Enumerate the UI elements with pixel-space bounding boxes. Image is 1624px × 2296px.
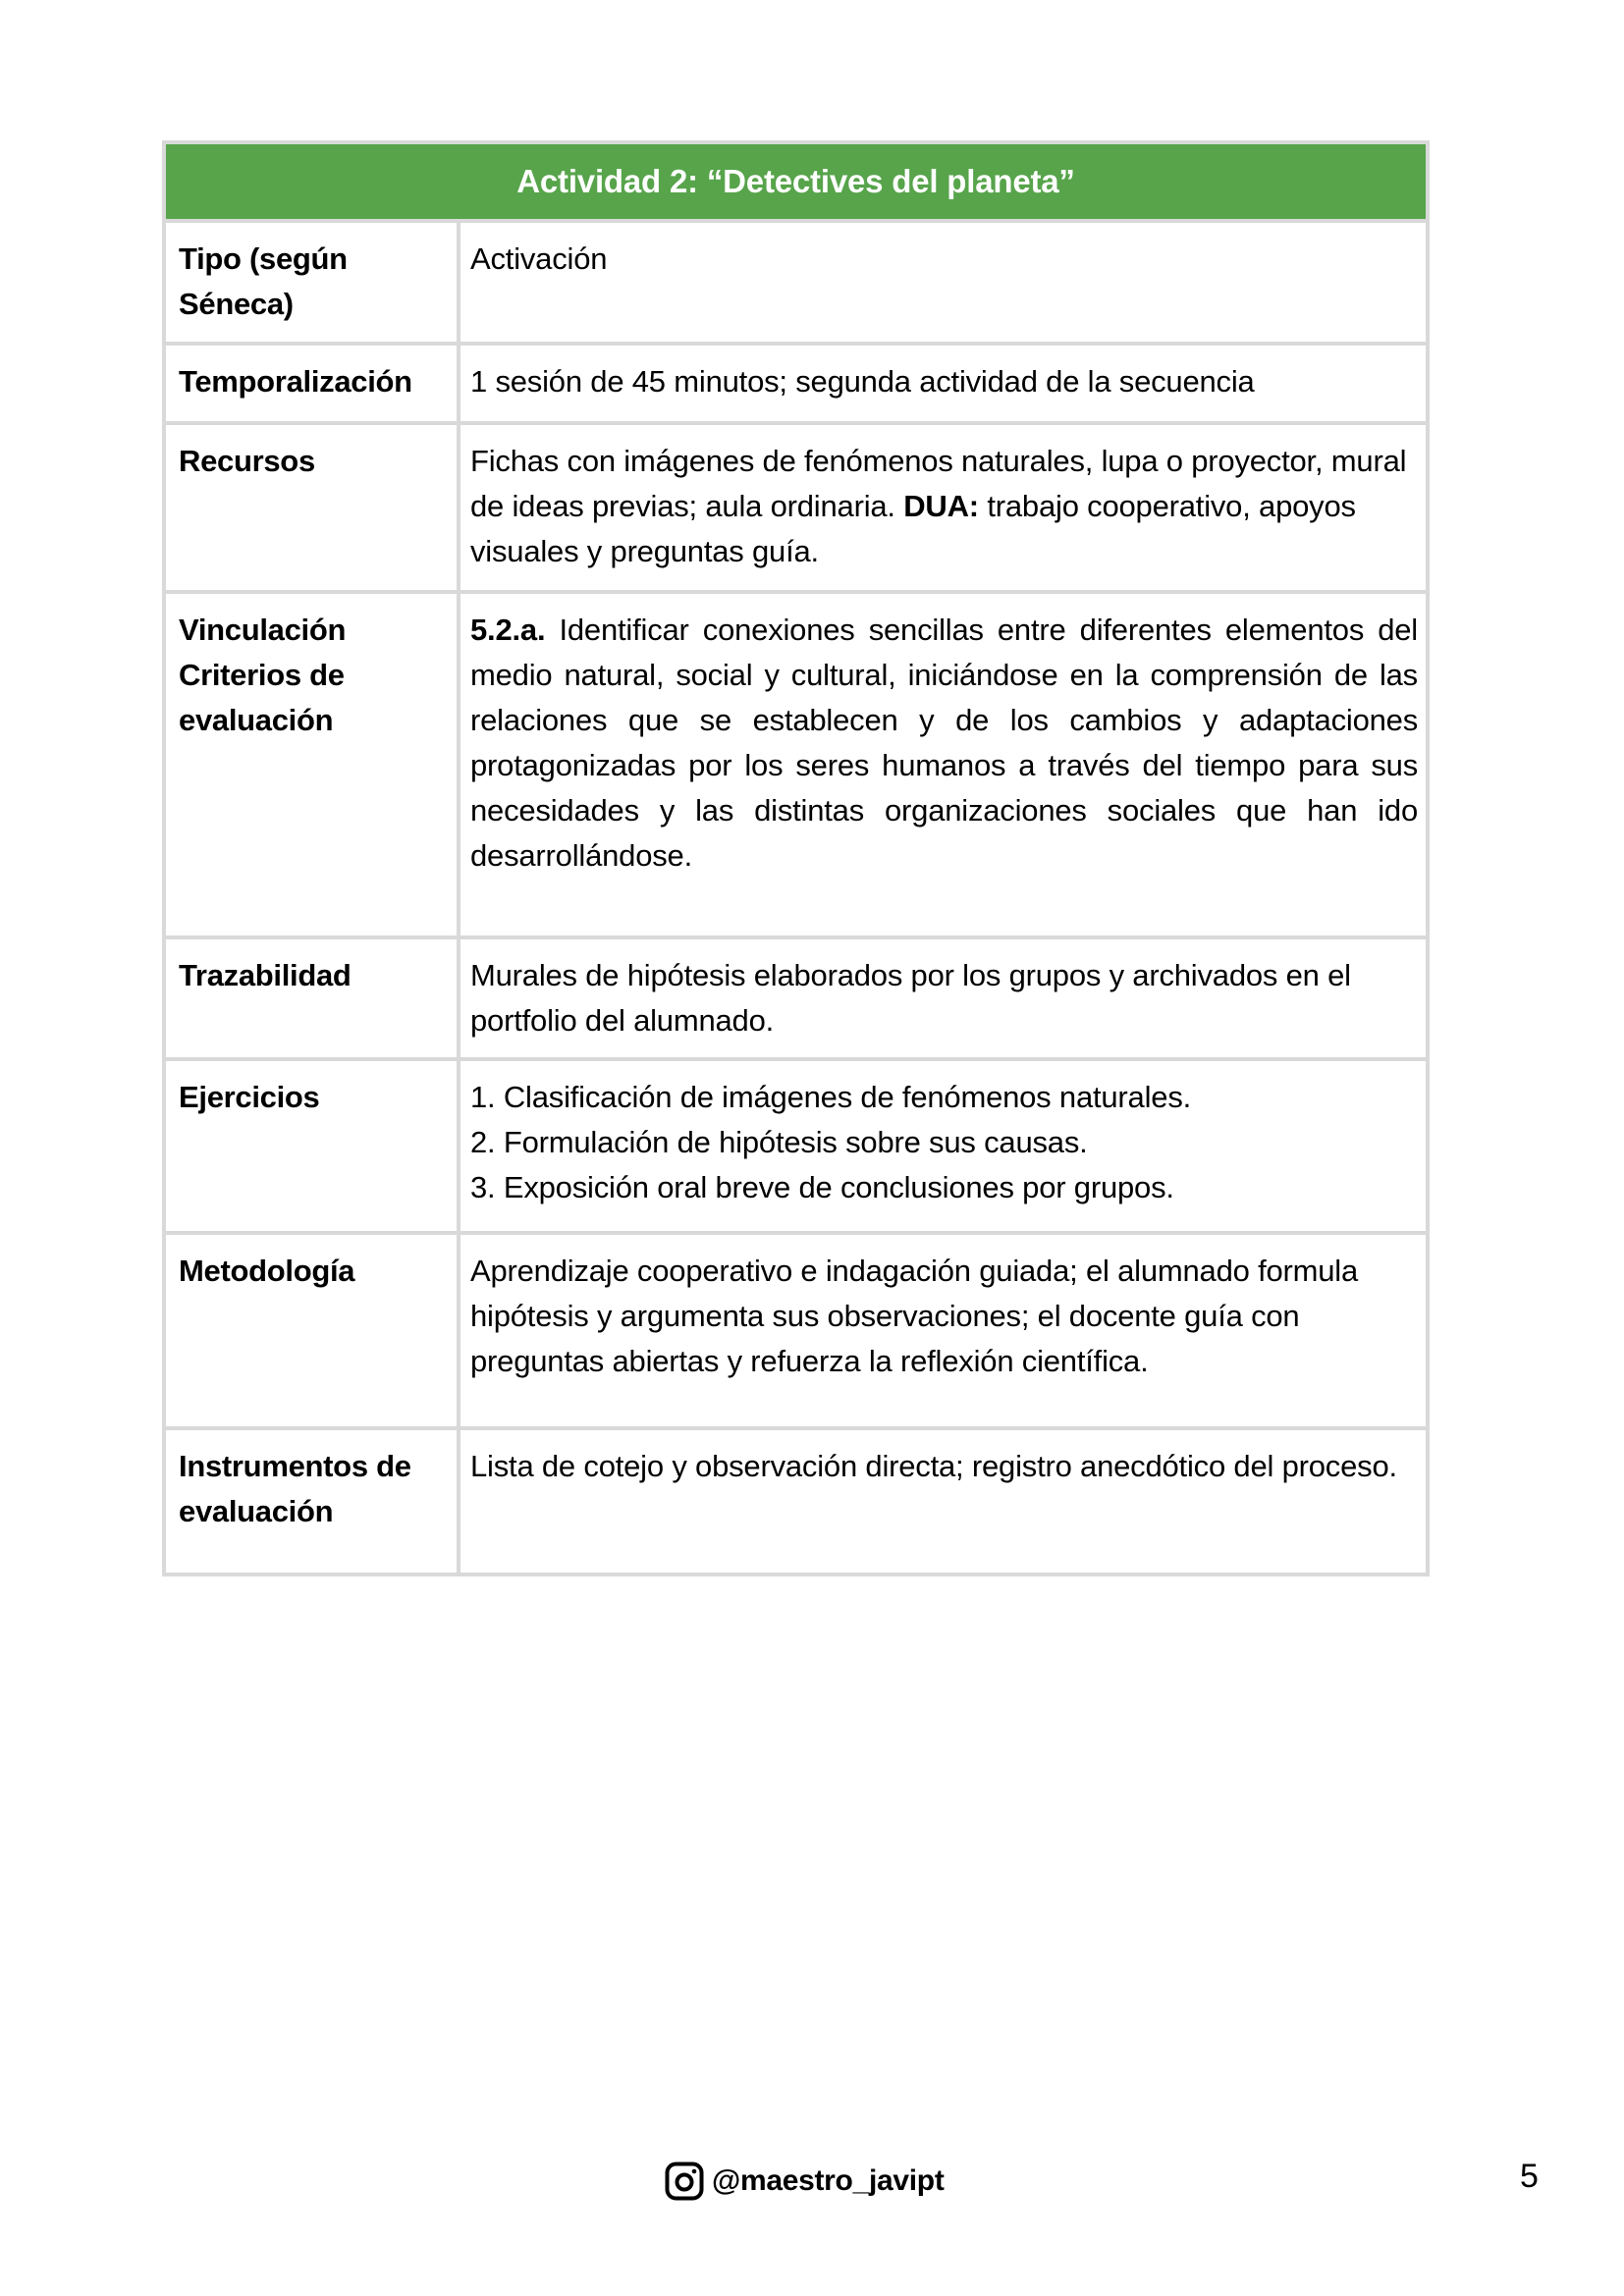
- table-row-trazabilidad: [166, 939, 1426, 1061]
- page-number: 5: [1520, 2158, 1539, 2195]
- row-label: Metodología: [166, 1235, 460, 1426]
- row-value: [460, 425, 1426, 590]
- table-row-tipo: [166, 223, 1426, 346]
- footer-social-handle: [665, 2160, 945, 2203]
- row-value: Aprendizaje cooperativo e indagación guiada; el alumnado formula hipótesis y argumenta sus observaciones; el docente guía con preguntas abiertas y refuerza la reflexión científica.: [470, 1254, 1359, 1378]
- row-label: Temporalización: [166, 346, 460, 421]
- row-value: Murales de hipótesis elaborados por los grupos y archivados en el portfolio del alumnado.: [470, 958, 1351, 1038]
- dua-label: DUA:: [903, 489, 979, 523]
- table-row-recursos: [166, 425, 1426, 594]
- row-value: 1 sesión de 45 minutos; segunda actividad de la secuencia: [470, 364, 1255, 399]
- exercise-item: 2. Formulación de hipótesis sobre sus causas.: [470, 1125, 1088, 1159]
- exercise-item: 3. Exposición oral breve de conclusiones por grupos.: [470, 1170, 1174, 1204]
- criterion-code: 5.2.a.: [470, 613, 546, 647]
- table-row-metodologia: [166, 1235, 1426, 1430]
- value-text: Fichas con imágenes de fenómenos naturales, lupa o proyector, mural de ideas previas; aula ordinaria.: [470, 444, 1407, 523]
- row-label: Trazabilidad: [166, 939, 460, 1057]
- criterion-text: Identificar conexiones sencillas entre diferentes elementos del medio natural, social y cultural, iniciándose en la comprensión de las relaciones que se establecen y de los cambios y adaptaciones protagonizadas por los seres humanos a través del tiempo para sus necesidades y las distintas organizaciones sociales que han ido desarrollándose.: [470, 613, 1418, 873]
- row-label: Recursos: [166, 425, 460, 590]
- activity-table: [162, 140, 1430, 1576]
- table-row-temporalizacion: [166, 346, 1426, 425]
- row-label: Ejercicios: [166, 1061, 460, 1231]
- value-text: trabajo cooperativo, apoyos visuales y preguntas guía.: [470, 489, 1356, 568]
- row-label: Vinculación Criterios de evaluación: [166, 594, 460, 935]
- row-value: Lista de cotejo y observación directa; registro anecdótico del proceso.: [470, 1449, 1397, 1483]
- table-row-vinculacion: [166, 594, 1426, 939]
- row-label: Instrumentos de evaluación: [166, 1430, 460, 1573]
- row-value: [460, 1061, 1426, 1231]
- row-value: [460, 594, 1426, 935]
- table-title: Actividad 2: “Detectives del planeta”: [166, 144, 1426, 223]
- instagram-icon: [665, 2162, 704, 2201]
- exercise-item: 1. Clasificación de imágenes de fenómenos naturales.: [470, 1080, 1192, 1114]
- social-handle: @maestro_javipt: [712, 2164, 945, 2197]
- row-value: Activación: [470, 241, 608, 276]
- table-row-instrumentos: [166, 1430, 1426, 1573]
- table-row-ejercicios: [166, 1061, 1426, 1235]
- row-label: Tipo (según Séneca): [166, 223, 460, 342]
